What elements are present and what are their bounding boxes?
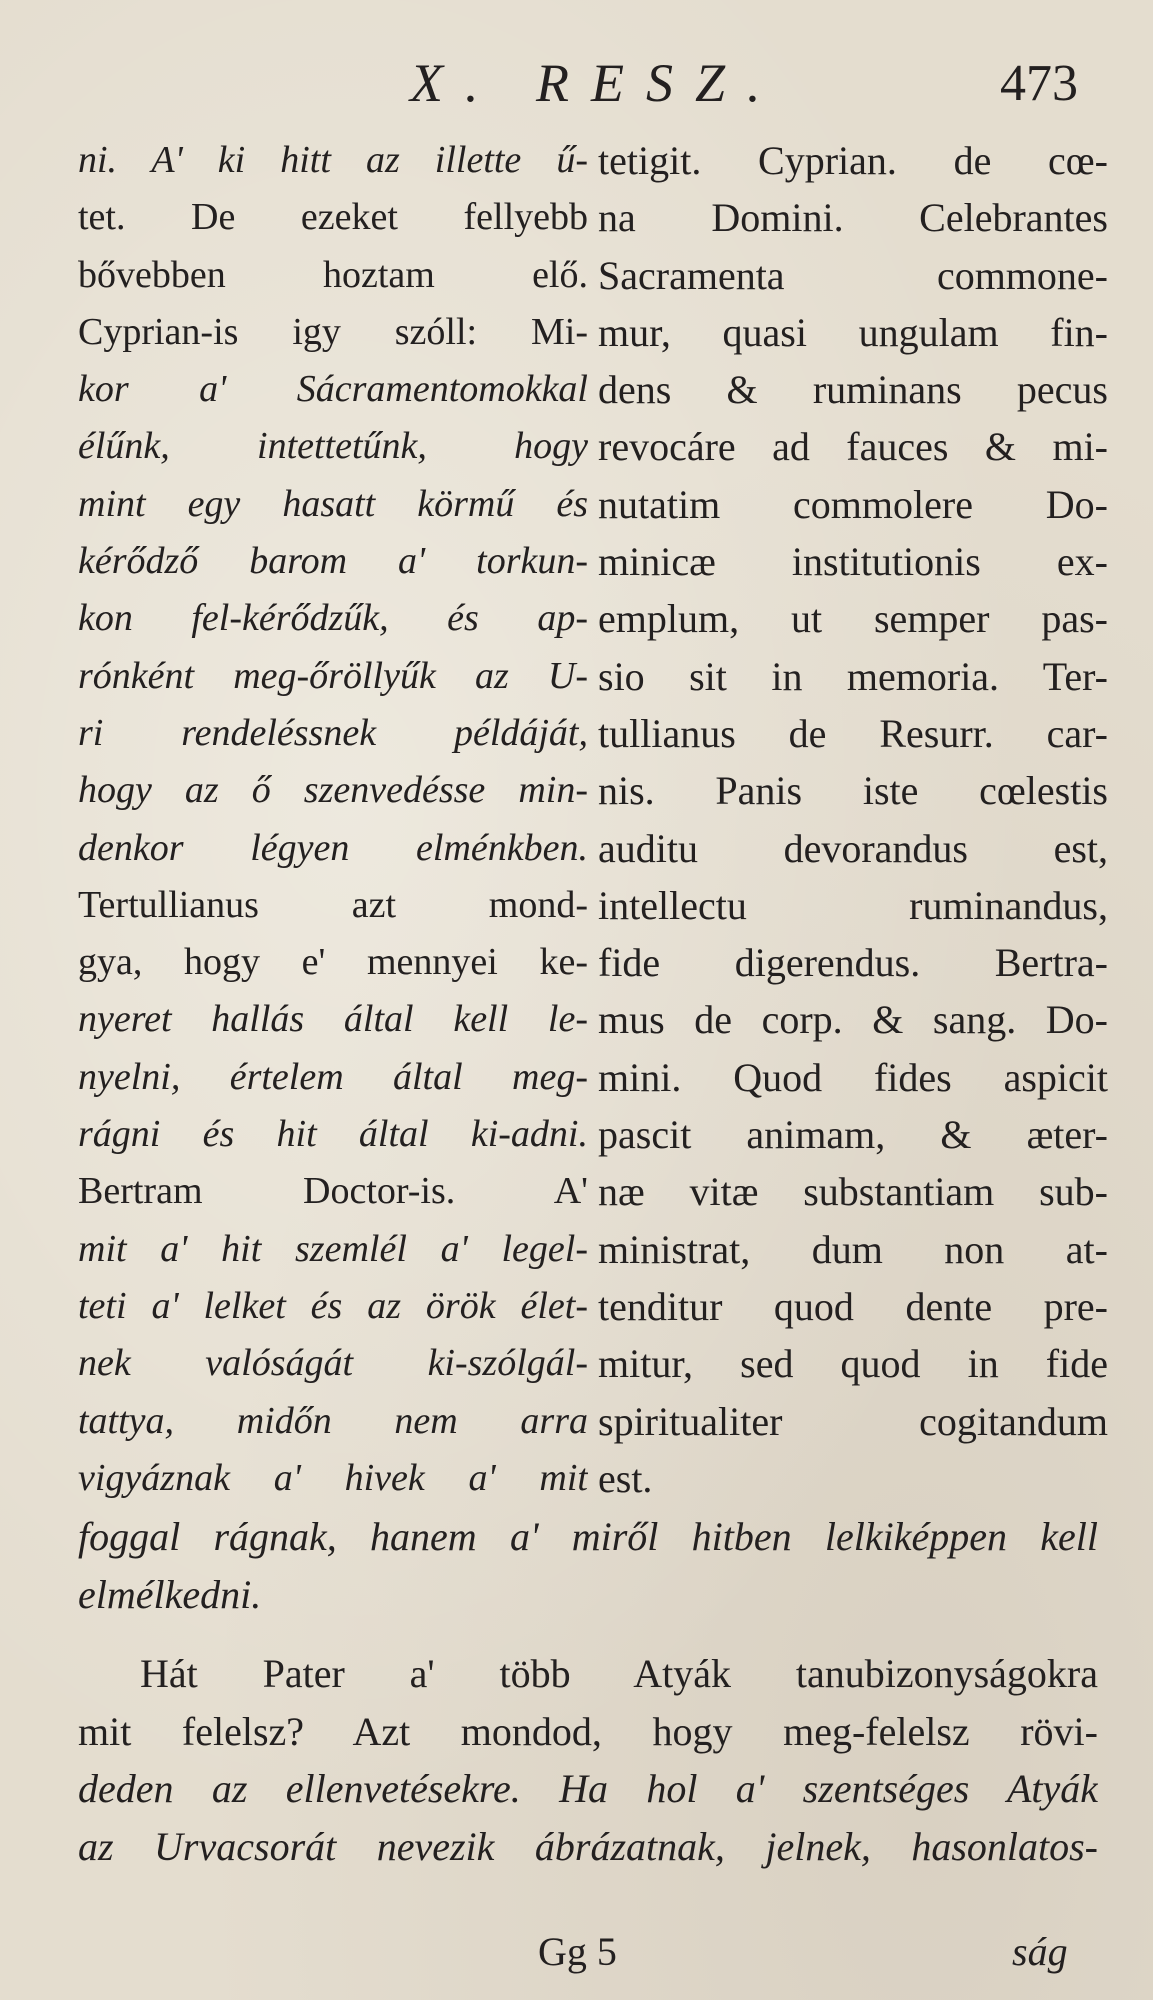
- page-footer: [0, 1928, 1153, 1988]
- paragraph-line: az Urvacsorát nevezik ábrázatnak, jelnek, hasonlatos-: [78, 1823, 1098, 1869]
- left-column-line: hogy az ő szenvedésse min-: [78, 769, 588, 812]
- right-column-line: intellectu ruminandus,: [598, 882, 1108, 928]
- left-column-line: denkor légyen elménkben.: [78, 826, 588, 869]
- right-column-line: est.: [598, 1455, 653, 1501]
- left-column-line: ni. A' ki hitt az illette ű-: [78, 139, 588, 181]
- left-column-line: kon fel-kérődzűk, és ap-: [78, 597, 588, 640]
- right-column-line: spiritualiter cogitandum: [598, 1398, 1108, 1444]
- right-column-line: mini. Quod fides aspicit: [598, 1054, 1108, 1100]
- right-column-line: mur, quasi ungulam fin-: [598, 309, 1108, 355]
- right-column-line: mitur, sed quod in fide: [598, 1341, 1108, 1387]
- left-column-line: nek valóságát ki-szólgál-: [78, 1342, 588, 1385]
- right-column-line: emplum, ut semper pas-: [598, 596, 1108, 642]
- running-head: [0, 52, 1153, 122]
- left-column-line: mint egy hasatt körmű és: [78, 482, 588, 525]
- right-column: [598, 132, 1108, 1508]
- left-column-line: mit a' hit szemlél a' legel-: [78, 1227, 588, 1270]
- left-column-line: tattya, midőn nem arra: [78, 1399, 588, 1442]
- left-column-line: Cyprian-is igy szóll: Mi-: [78, 310, 588, 353]
- full-width-text: [78, 1508, 1098, 1876]
- catchword: ság: [1012, 1929, 1068, 1974]
- right-column-line: nis. Panis iste cœlestis: [598, 768, 1108, 814]
- right-column-line: sio sit in memoria. Ter-: [598, 653, 1108, 699]
- left-column: [78, 132, 588, 1508]
- right-column-line: dens & ruminans pecus: [598, 367, 1108, 413]
- right-column-line: revocáre ad fauces & mi-: [598, 424, 1108, 470]
- left-column-line: bővebben hoztam elő.: [78, 253, 588, 296]
- paragraph-line: Hát Pater a' több Atyák tanubizonyságokra: [140, 1651, 1098, 1697]
- page-number: 473: [1000, 55, 1078, 112]
- left-column-line: gya, hogy e' mennyei ke-: [78, 941, 588, 984]
- paragraph-line: deden az ellenvetésekre. Ha hol a' szentséges Atyák: [78, 1766, 1098, 1812]
- continuation-line: foggal rágnak, hanem a' miről hitben lelkiképpen kell: [78, 1514, 1098, 1559]
- paragraph-line: mit felelsz? Azt mondod, hogy meg-felelsz rövi-: [78, 1708, 1098, 1754]
- right-column-line: nutatim commolere Do-: [598, 481, 1108, 527]
- left-column-line: Bertram Doctor-is. A': [78, 1170, 588, 1213]
- continuation-line: elmélkedni.: [78, 1571, 262, 1617]
- right-column-line: tetigit. Cyprian. de cœ-: [598, 138, 1108, 183]
- left-column-line: vigyáznak a' hivek a' mit: [78, 1456, 588, 1499]
- right-column-line: na Domini. Celebrantes: [598, 195, 1108, 241]
- two-column-text: [78, 132, 1108, 1508]
- left-column-line: nyelni, értelem által meg-: [78, 1055, 588, 1098]
- signature-mark: Gg 5: [538, 1929, 617, 1974]
- left-column-line: élűnk, intettetűnk, hogy: [78, 425, 588, 468]
- right-column-line: fide digerendus. Bertra-: [598, 940, 1108, 986]
- right-column-line: mus de corp. & sang. Do-: [598, 997, 1108, 1043]
- left-column-line: teti a' lelket és az örök élet-: [78, 1284, 588, 1327]
- left-column-line: ri rendeléssnek példáját,: [78, 711, 588, 754]
- right-column-line: pascit animam, & æter-: [598, 1112, 1108, 1158]
- left-column-line: rágni és hit által ki-adni.: [78, 1113, 588, 1156]
- right-column-line: ministrat, dum non at-: [598, 1226, 1108, 1272]
- right-column-line: minicæ institutionis ex-: [598, 539, 1108, 585]
- left-column-line: nyeret hallás által kell le-: [78, 998, 588, 1041]
- right-column-line: næ vitæ substantiam sub-: [598, 1169, 1108, 1215]
- left-column-line: kor a' Sácramentomokkal: [78, 368, 588, 411]
- right-column-line: tenditur quod dente pre-: [598, 1283, 1108, 1329]
- left-column-line: Tertullianus azt mond-: [78, 883, 588, 926]
- left-column-line: tet. De ezeket fellyebb: [78, 196, 588, 239]
- section-title: X. RESZ.: [410, 53, 783, 113]
- right-column-line: tullianus de Resurr. car-: [598, 710, 1108, 756]
- right-column-line: Sacramenta commone-: [598, 252, 1108, 298]
- right-column-line: auditu devorandus est,: [598, 825, 1108, 871]
- left-column-line: rónként meg-őröllyűk az U-: [78, 654, 588, 697]
- left-column-line: kérődző barom a' torkun-: [78, 540, 588, 583]
